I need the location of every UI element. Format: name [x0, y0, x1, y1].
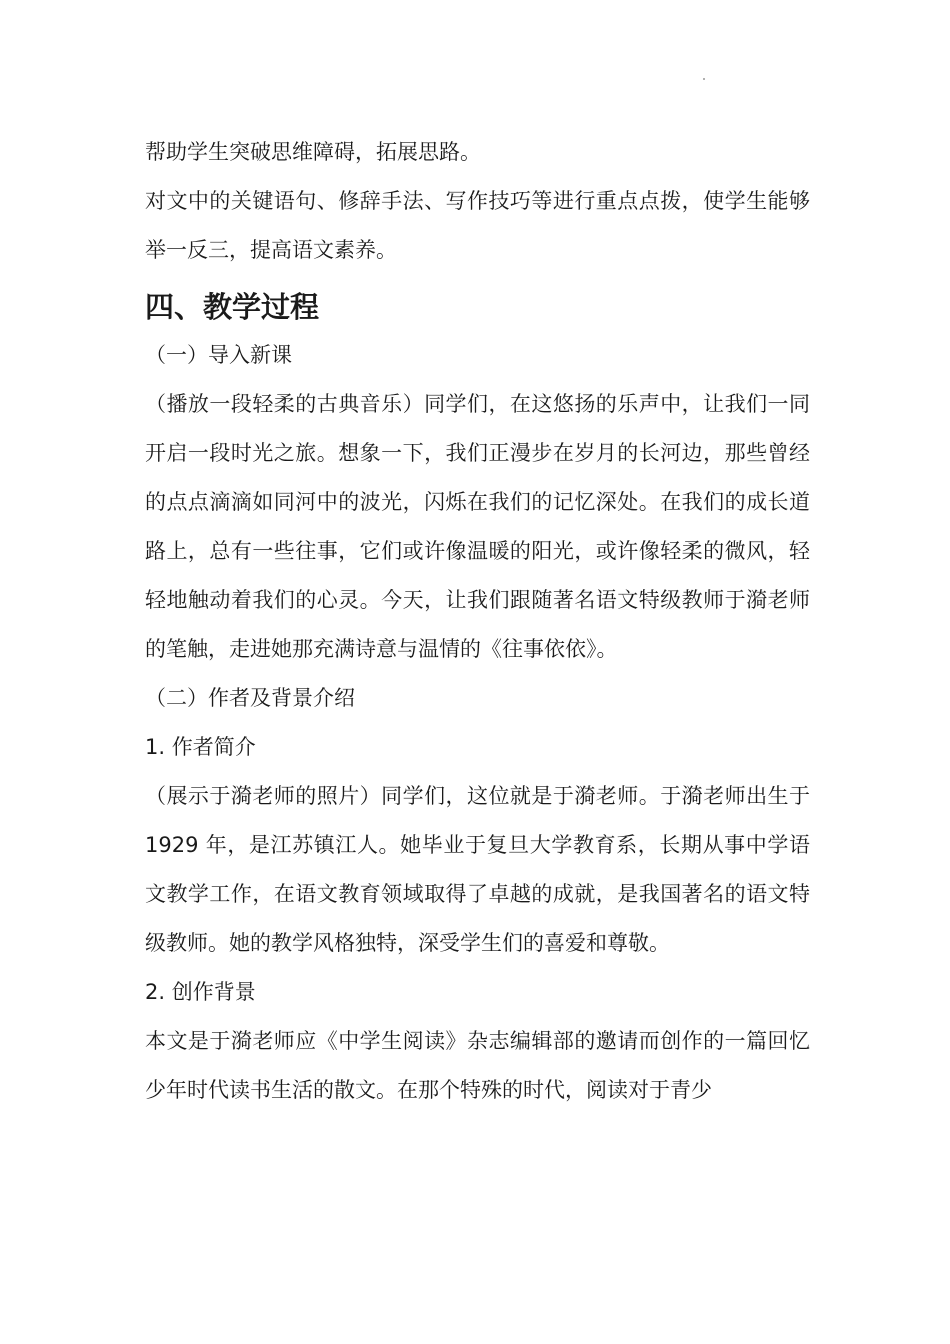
document-body	[145, 128, 810, 1115]
paragraph-introduction: （播放一段轻柔的古典音乐）同学们，在这悠扬的乐声中，让我们一同开启一段时光之旅。想象一下，我们正漫步在岁月的长河边，那些曾经的点点滴滴如同河中的波光，闪烁在我们的记忆深处。在我们的成长道路上，总有一些往事，它们或许像温暖的阳光，或许像轻柔的微风，轻轻地触动着我们的心灵。今天，让我们跟随著名语文特级教师于漪老师的笔触，走进她那充满诗意与温情的《往事依依》。	[145, 392, 810, 661]
subheading-author-background: （二）作者及背景介绍	[145, 686, 355, 710]
subheading-creation-background: 2. 创作背景	[145, 980, 256, 1004]
paragraph-creation-background: 本文是于漪老师应《中学生阅读》杂志编辑部的邀请而创作的一篇回忆少年时代读书生活的散文。在那个特殊的时代，阅读对于青少	[145, 1029, 810, 1102]
paragraph-2: 对文中的关键语句、修辞手法、写作技巧等进行重点点拨，使学生能够举一反三，提高语文素养。	[145, 189, 810, 262]
subheading-author-profile: 1. 作者简介	[145, 735, 256, 759]
paragraph-1: 帮助学生突破思维障碍，拓展思路。	[145, 140, 481, 164]
section-heading-teaching-process: 四、教学过程	[145, 290, 320, 324]
subheading-introduction: （一）导入新课	[145, 343, 292, 367]
paragraph-author-profile: （展示于漪老师的照片）同学们，这位就是于漪老师。于漪老师出生于 1929 年，是江苏镇江人。她毕业于复旦大学教育系，长期从事中学语文教学工作，在语文教育领域取得了卓越的成就，是我国著名的语文特级教师。她的教学风格独特，深受学生们的喜爱和尊敬。	[145, 784, 810, 955]
page-mark	[703, 78, 705, 80]
